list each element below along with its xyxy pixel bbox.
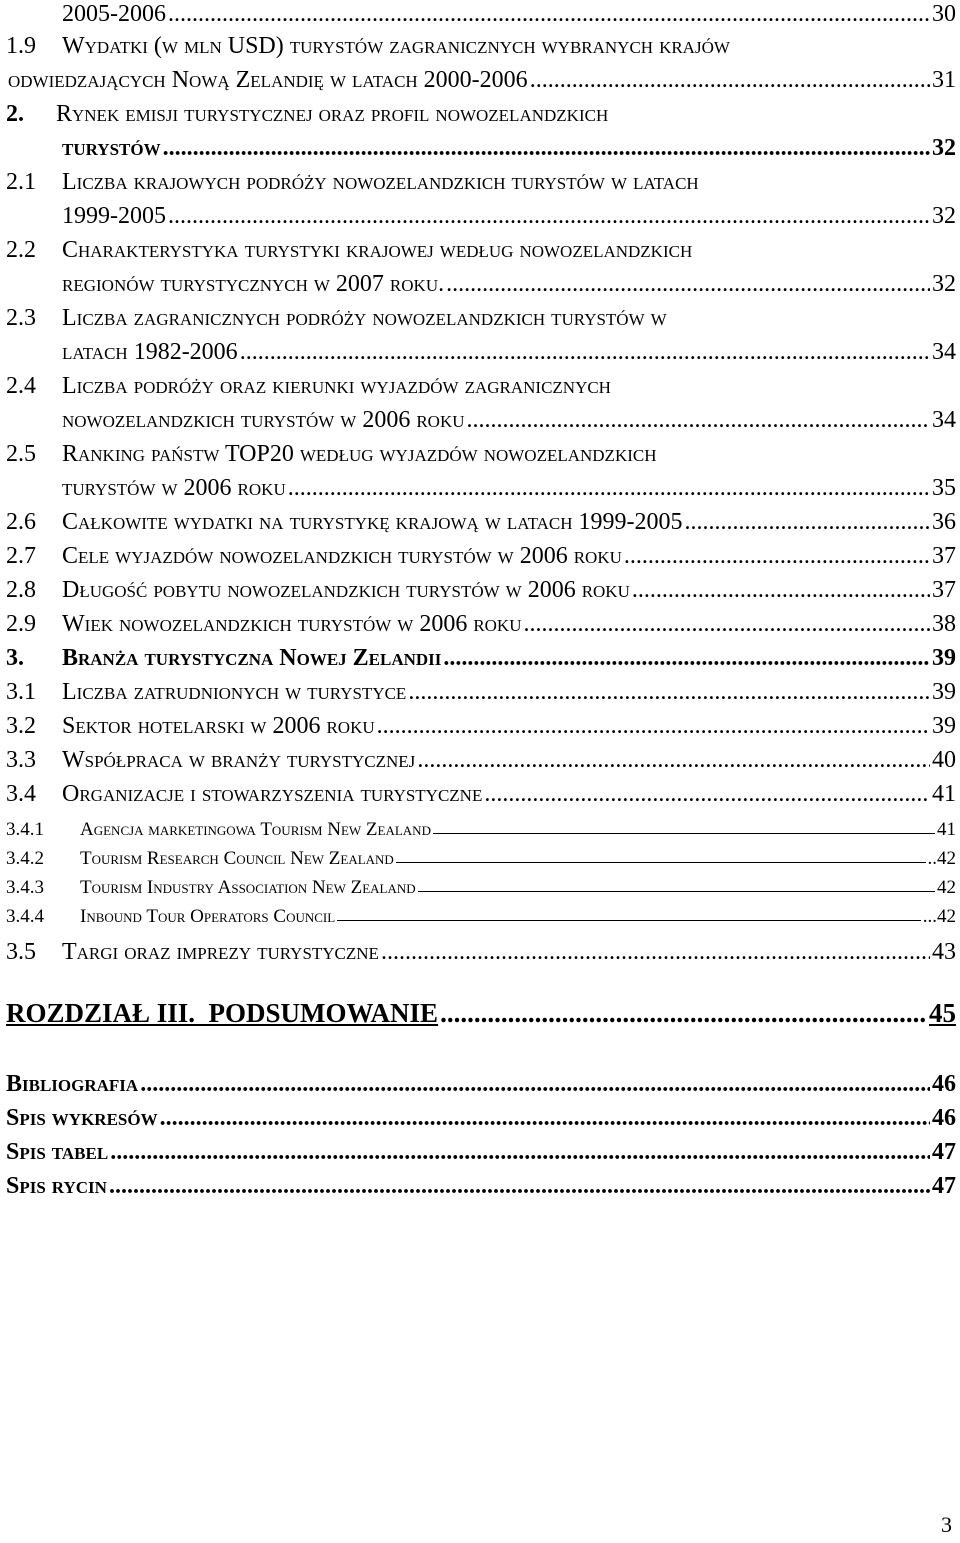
toc-entry-title: odwiedzających Nową Zelandię w latach 2000-2006 (8, 67, 528, 93)
toc-entry-page: 40 (932, 747, 956, 773)
toc-bibliografia (6, 1072, 956, 1096)
toc-entry-page: 41 (937, 819, 956, 840)
toc-entry-3-3 (62, 748, 956, 772)
toc-entry-page: 39 (932, 679, 956, 705)
toc-entry-3-4-4 (80, 907, 956, 926)
toc-entry-page: 43 (932, 939, 956, 965)
toc-spis-tabel (6, 1140, 956, 1164)
toc-entry-title: turystów (62, 135, 161, 161)
page-number: 3 (941, 1512, 952, 1537)
toc-entry-page: 45 (929, 998, 956, 1028)
toc-entry-title: Długość pobytu nowozelandzkich turystów w 2006 roku (62, 577, 630, 603)
toc-entry-title: Tourism Industry Association New Zealand (80, 877, 416, 898)
toc-entry-line2 (8, 68, 956, 92)
toc-entry-line1 (56, 102, 956, 126)
toc-entry-page: 34 (932, 407, 956, 433)
toc-entry-title: Liczba zatrudnionych w turystyce (62, 679, 407, 705)
toc-entry-page: ..42 (927, 848, 956, 869)
toc-entry-2-8 (62, 578, 956, 602)
toc-entry-line1 (62, 374, 956, 398)
toc-entry-page: 32 (932, 203, 956, 229)
toc-entry-title: Wydatki (w mln USD) turystów zagranicznych wybranych krajów (62, 33, 730, 59)
toc-entry-page: 32 (932, 271, 956, 297)
toc-entry-line1 (62, 170, 956, 194)
toc-entry-line1 (62, 34, 956, 58)
toc-entry-page: 38 (932, 611, 956, 637)
toc-entry-3-4-3 (80, 878, 956, 897)
toc-entry-page: 37 (932, 577, 956, 603)
toc-entry-title: Inbound Tour Operators Council (80, 906, 336, 927)
toc-entry-2-7 (62, 544, 956, 568)
toc-spis-wykresow (6, 1106, 956, 1130)
toc-entry-page: 46 (932, 1105, 956, 1131)
toc-entry-line2 (62, 340, 956, 364)
toc-entry-3-4 (62, 782, 956, 806)
toc-entry-line2 (62, 204, 956, 228)
toc-entry-3-1 (62, 680, 956, 704)
toc-entry-title: Bibliografia (6, 1071, 139, 1097)
toc-entry-title: Liczba krajowych podróży nowozelandzkich turystów w latach (62, 169, 699, 195)
toc-entry-continuation (62, 2, 956, 26)
toc-entry-title: Targi oraz imprezy turystyczne (62, 939, 379, 965)
toc-entry-title: Rynek emisji turystycznej oraz profil nowozelandzkich (56, 101, 609, 127)
toc-entry-3-5 (62, 940, 956, 964)
toc-entry-page: 36 (932, 509, 956, 535)
toc-entry-line2 (62, 408, 956, 432)
toc-entry-title: Cele wyjazdów nowozelandzkich turystów w 2006 roku (62, 543, 622, 569)
toc-entry-page: 31 (932, 67, 956, 93)
toc-entry-title: Wiek nowozelandzkich turystów w 2006 roku (62, 611, 522, 637)
toc-entry-title: Liczba podróży oraz kierunki wyjazdów zagranicznych (62, 373, 611, 399)
toc-entry-page: 47 (932, 1139, 956, 1165)
toc-entry-page: 46 (932, 1071, 956, 1097)
toc-entry-line2 (62, 136, 956, 160)
toc-entry-line2 (62, 272, 956, 296)
toc-entry-line1 (62, 306, 956, 330)
toc-entry-title: 1999-2005 (62, 203, 166, 229)
toc-entry-title: Sektor hotelarski w 2006 roku (62, 713, 375, 739)
toc-entry-title: Współpraca w branży turystycznej (62, 747, 416, 773)
toc-entry-page: 39 (932, 713, 956, 739)
toc-entry-title: Organizacje i stowarzyszenia turystyczne (62, 781, 483, 807)
toc-spis-rycin (6, 1174, 956, 1198)
toc-entry-3-2 (62, 714, 956, 738)
toc-entry-title: turystów w 2006 roku (62, 475, 286, 501)
toc-entry-title: regionów turystycznych w 2007 roku. (62, 271, 445, 297)
toc-entry-line1 (62, 442, 956, 466)
toc-entry-title: latach 1982-2006 (62, 339, 238, 365)
toc-entry-2-9 (62, 612, 956, 636)
toc-entry-title: Spis wykresów (6, 1105, 158, 1131)
toc-entry-line1 (62, 238, 956, 262)
toc-entry-page: 30 (932, 1, 956, 27)
toc-entry-3 (62, 646, 956, 670)
toc-entry-page: 35 (932, 475, 956, 501)
toc-entry-title: Spis tabel (6, 1139, 109, 1165)
toc-entry-title: nowozelandzkich turystów w 2006 roku (62, 407, 465, 433)
toc-entry-page: 34 (932, 339, 956, 365)
toc-entry-title: Ranking państw TOP20 według wyjazdów nowozelandzkich (62, 441, 657, 467)
toc-entry-page: 37 (932, 543, 956, 569)
toc-entry-title: Charakterystyka turystyki krajowej według nowozelandzkich (62, 237, 693, 263)
toc-entry-title: Całkowite wydatki na turystykę krajową w latach 1999-2005 (62, 509, 683, 535)
toc-chapter-title: ROZDZIAŁ III. PODSUMOWANIE (6, 998, 439, 1028)
toc-entry-page: 41 (932, 781, 956, 807)
toc-entry-page: ...42 (922, 906, 956, 927)
toc-entry-title: Tourism Research Council New Zealand (80, 848, 394, 869)
toc-entry-title: Branża turystyczna Nowej Zelandii (62, 645, 442, 671)
toc-entry-3-4-1 (80, 820, 956, 839)
toc-entry-page: 32 (932, 135, 956, 161)
toc-entry-title: Agencja marketingowa Tourism New Zealand (80, 819, 431, 840)
toc-entry-title: 2005-2006 (62, 1, 166, 27)
toc-chapter-3 (6, 1000, 956, 1027)
toc-entry-page: 47 (932, 1173, 956, 1199)
toc-entry-page: 39 (932, 645, 956, 671)
toc-entry-page: 42 (937, 877, 956, 898)
toc-entry-2-6 (62, 510, 956, 534)
toc-entry-title: Liczba zagranicznych podróży nowozelandzkich turystów w (62, 305, 667, 331)
toc-entry-line2 (62, 476, 956, 500)
toc-entry-title: Spis rycin (6, 1173, 107, 1199)
toc-entry-3-4-2 (80, 849, 956, 868)
